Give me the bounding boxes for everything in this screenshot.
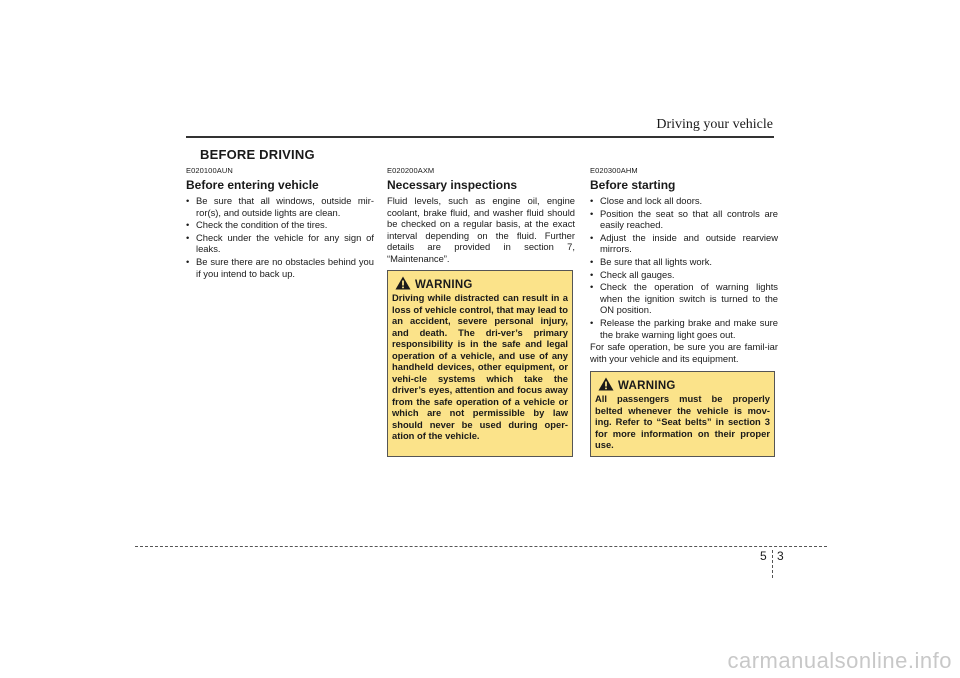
chapter-number: 5 [760,549,767,563]
section-code: E020200AXM [387,166,435,175]
warning-triangle-icon [598,377,614,391]
list-item: • Check under the vehicle for any sign of leaks. [186,232,374,255]
header-rule [186,136,774,138]
list-item: • Release the parking brake and make sure the brake warning light goes out. [590,317,778,340]
warning-text: Driving while distracted can result in a loss of vehicle control, that may lead to an accident, severe personal injury, and death. The dri-ver’s primary responsibility is in the safe and legal operation of a vehicle, and use of any handheld devices, other equipment, or vehi-cle systems which take the driver’s eyes, attention and focus away from the safe operation of a vehicle or which are not permissible by law should never be used during oper-ation of the vehicle. [392,292,568,441]
section-code: E020300AHM [590,166,638,175]
warning-title: WARNING [415,279,473,291]
list-item: • Check the condition of the tires. [186,219,374,231]
warning-box-seat-belts [590,371,775,457]
subsection-heading: Before entering vehicle [186,178,319,192]
bullet-list [186,195,374,279]
warning-box-distracted-driving [387,270,573,457]
column-before-starting [590,166,778,364]
list-item: • Close and lock all doors. [590,195,778,207]
list-item: • Be sure that all lights work. [590,256,778,268]
list-item: • Be sure that all windows, outside mir-ror(s), and outside lights are clean. [186,195,374,218]
page-number-divider [772,550,773,578]
footer-rule [135,546,827,547]
section-title: BEFORE DRIVING [200,147,315,162]
warning-triangle-icon [395,276,411,290]
list-item: • Be sure there are no obstacles behind you if you intend to back up. [186,256,374,279]
warning-text: All passengers must be properly belted whenever the vehicle is mov-ing. Refer to “Seat belts” in section 3 for more information on their proper use. [595,393,770,450]
bullet-list [590,195,778,340]
subsection-heading: Before starting [590,178,676,192]
page-number: 3 [777,549,784,563]
column-before-entering [186,166,374,280]
paragraph: Fluid levels, such as engine oil, engine coolant, brake fluid, and washer fluid should be checked on a regular basis, at the exact interval depending on the fluid. Further details are provided in section 7, “Maintenance”. [387,195,575,264]
subsection-heading: Necessary inspections [387,178,518,192]
column-necessary-inspections [387,166,575,265]
list-item: • Adjust the inside and outside rearview mirrors. [590,232,778,255]
watermark: carmanualsonline.info [727,648,952,673]
list-item: • Check all gauges. [590,269,778,281]
list-item: • Check the operation of warning lights when the ignition switch is turned to the ON position. [590,281,778,316]
warning-header [392,271,568,291]
list-item: • Position the seat so that all controls are easily reached. [590,208,778,231]
paragraph: For safe operation, be sure you are famil-iar with your vehicle and its equipment. [590,341,778,364]
running-header: Driving your vehicle [656,117,773,132]
section-code: E020100AUN [186,166,233,175]
warning-title: WARNING [618,380,676,392]
warning-header [595,372,770,392]
